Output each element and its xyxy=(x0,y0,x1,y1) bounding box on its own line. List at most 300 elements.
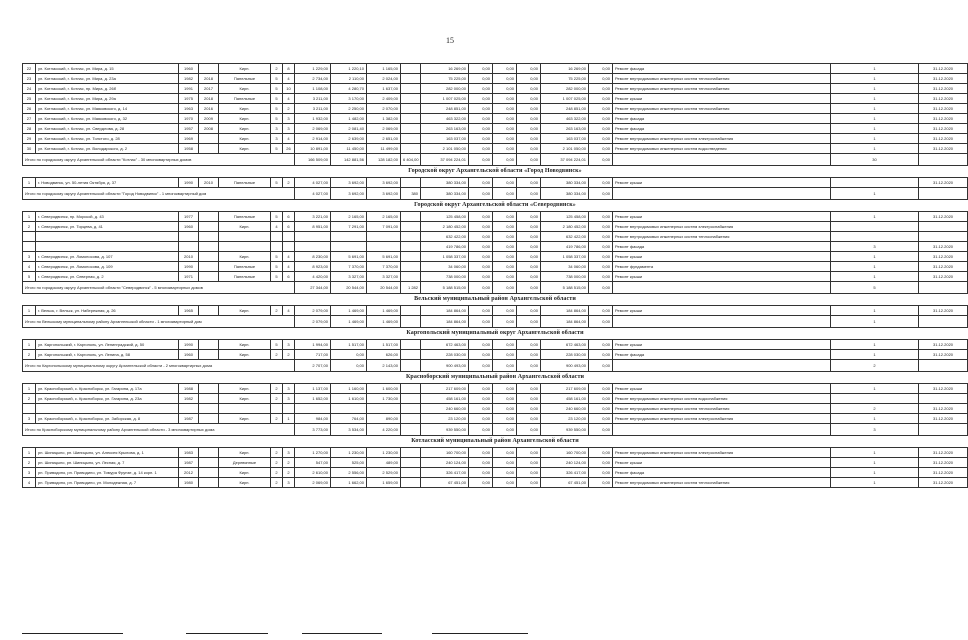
cell-a2 xyxy=(331,242,367,252)
cell-y2 xyxy=(199,340,219,350)
total-label: Итого по Вельскому муниципальному району Архангельской области - 1 многоквартирный дом xyxy=(23,316,295,328)
cell-n: 1 xyxy=(23,448,36,458)
cell-n: 5 xyxy=(23,272,36,282)
cell-p2: 0,00 xyxy=(493,212,517,222)
total-p3: 0,00 xyxy=(517,360,541,372)
cell-sum: 240 124,00 xyxy=(541,458,589,468)
cell-n: 23 xyxy=(23,74,36,84)
cell-a3: 2 024,00 xyxy=(367,74,401,84)
cell-a3: 7 370,00 xyxy=(367,262,401,272)
cell-y2 xyxy=(199,134,219,144)
cell-e: 4 xyxy=(283,94,295,104)
cell-p1: 0,00 xyxy=(469,104,493,114)
cell-cost: 160 700,00 xyxy=(421,448,469,458)
total-a3: 20 544,00 xyxy=(367,282,401,294)
cell-cost: 326 417,00 xyxy=(421,468,469,478)
cell-ext: 0,00 xyxy=(589,404,613,414)
cell-ext: 0,00 xyxy=(589,306,613,316)
cell-a1: 2 734,00 xyxy=(295,74,331,84)
cell-a3: 5 691,00 xyxy=(367,252,401,262)
cell-f xyxy=(271,242,283,252)
section-header-row xyxy=(23,372,968,384)
cell-date: 31.12.2020 xyxy=(919,448,968,458)
total-res xyxy=(401,316,421,328)
cell-n: 3 xyxy=(23,414,36,424)
cell-y2 xyxy=(199,478,219,488)
cell-a2: 7 291,00 xyxy=(331,222,367,232)
total-work xyxy=(613,282,831,294)
cell-a2: 1 230,00 xyxy=(331,448,367,458)
cell-a3: 3 327,00 xyxy=(367,272,401,282)
cell-cost: 23 120,00 xyxy=(421,414,469,424)
cell-p1: 0,00 xyxy=(469,340,493,350)
cell-a3: 1 637,00 xyxy=(367,84,401,94)
cell-cost: 419 786,00 xyxy=(421,242,469,252)
total-count: 2 xyxy=(831,360,919,372)
total-work xyxy=(613,424,831,436)
cell-date: 31.12.2020 xyxy=(919,458,968,468)
cell-p2: 0,00 xyxy=(493,124,517,134)
total-a3: 1 469,00 xyxy=(367,316,401,328)
total-label: Итого по Каргопольскому муниципальному округу Архангельской области - 2 многоквартирных дома xyxy=(23,360,295,372)
cell-wall: Кирп. xyxy=(219,384,271,394)
cell-addr: ул. Каргопольский, г. Каргополь, ул. Ленинградский, д. 50 xyxy=(36,340,179,350)
cell-a1: 1 270,00 xyxy=(295,448,331,458)
total-row xyxy=(23,424,968,436)
total-a1: 4 027,00 xyxy=(295,188,331,200)
cell-p1: 0,00 xyxy=(469,404,493,414)
total-cost: 5 188 515,00 xyxy=(421,282,469,294)
cell-f: 5 xyxy=(271,252,283,262)
cell-sum: 248 851,00 xyxy=(541,104,589,114)
cell-cnt: 1 xyxy=(831,272,919,282)
total-p1: 0,00 xyxy=(469,282,493,294)
cell-f: 3 xyxy=(271,124,283,134)
cell-y1: 1990 xyxy=(179,178,199,188)
cell-p2: 0,00 xyxy=(493,94,517,104)
total-cost: 939 550,00 xyxy=(421,424,469,436)
section-header-row xyxy=(23,294,968,306)
cell-addr: ул. Котласский, г. Котлас, ул. Свердлова, д. 28 xyxy=(36,124,179,134)
cell-a2: 2 639,00 xyxy=(331,134,367,144)
total-a1: 166 509,00 xyxy=(295,154,331,166)
cell-a1: 2 069,00 xyxy=(295,124,331,134)
cell-ext: 0,00 xyxy=(589,478,613,488)
cell-ext: 0,00 xyxy=(589,468,613,478)
total-p3: 0,00 xyxy=(517,316,541,328)
table-row xyxy=(23,306,968,316)
cell-a1: 717,00 xyxy=(295,350,331,360)
cell-p2: 0,00 xyxy=(493,384,517,394)
cell-p2: 0,00 xyxy=(493,252,517,262)
cell-work: Ремонт внутридомовых инженерных систем теплоснабжения xyxy=(613,84,831,94)
cell-e: 3 xyxy=(283,478,295,488)
cell-sum: 2 101 050,00 xyxy=(541,144,589,154)
cell-p2: 0,00 xyxy=(493,242,517,252)
cell-cnt: 1 xyxy=(831,212,919,222)
cell-y1: 1975 xyxy=(179,94,199,104)
cell-res xyxy=(401,232,421,242)
total-ext: 0,00 xyxy=(589,154,613,166)
cell-date: 31.12.2020 xyxy=(919,134,968,144)
cell-addr: ул. Красноборский, с. Красноборск, ул. Гагарина, д. 23а xyxy=(36,394,179,404)
cell-ext: 0,00 xyxy=(589,134,613,144)
total-sum: 939 550,00 xyxy=(541,424,589,436)
cell-p3: 0,00 xyxy=(517,468,541,478)
cell-addr: рп. Приводино, рп. Приводино, ул. Молодежная, д. 7 xyxy=(36,478,179,488)
cell-p1: 0,00 xyxy=(469,306,493,316)
cell-a2: 3 692,00 xyxy=(331,178,367,188)
cell-a2: 5 691,00 xyxy=(331,252,367,262)
cell-cost: 738 000,00 xyxy=(421,272,469,282)
cell-n: 4 xyxy=(23,478,36,488)
cell-wall: Панельные xyxy=(219,262,271,272)
cell-y1: 1987 xyxy=(179,458,199,468)
total-sum: 900 493,00 xyxy=(541,360,589,372)
cell-p1: 0,00 xyxy=(469,394,493,404)
cell-p1: 0,00 xyxy=(469,64,493,74)
cell-a2: 2 556,00 xyxy=(331,468,367,478)
cell-a2: 4 280,70 xyxy=(331,84,367,94)
cell-n: 24 xyxy=(23,84,36,94)
cell-cost: 217 609,00 xyxy=(421,384,469,394)
table-row xyxy=(23,242,968,252)
cell-cost: 2 101 050,00 xyxy=(421,144,469,154)
cell-f: 5 xyxy=(271,74,283,84)
cell-sum: 34 060,00 xyxy=(541,262,589,272)
cell-res xyxy=(401,114,421,124)
cell-addr: г. Северодвинск, ул. Ломоносова, д. 107 xyxy=(36,252,179,262)
cell-cost: 380 334,00 xyxy=(421,178,469,188)
cell-n xyxy=(23,232,36,242)
total-a3: 2 143,00 xyxy=(367,360,401,372)
cell-e: 2 xyxy=(283,458,295,468)
cell-addr: ул. Котласский, г. Котлас, ул. Мира, д. 23а xyxy=(36,74,179,84)
cell-n: 28 xyxy=(23,124,36,134)
total-count: 1 xyxy=(831,188,919,200)
cell-date: 31.12.2020 xyxy=(919,144,968,154)
cell-addr: ул. Котласский, г. Котлас, ул. Мира, д. 15 xyxy=(36,64,179,74)
cell-n: 27 xyxy=(23,114,36,124)
cell-p2: 0,00 xyxy=(493,458,517,468)
cell-n: 1 xyxy=(23,384,36,394)
cell-ext: 0,00 xyxy=(589,394,613,404)
total-p1: 0,00 xyxy=(469,188,493,200)
cell-addr: ул. Красноборский, с. Красноборск, ул. Гагарина, д. 17а xyxy=(36,384,179,394)
cell-y2 xyxy=(199,350,219,360)
cell-wall: Кирп. xyxy=(219,478,271,488)
cell-y1: 1977 xyxy=(179,212,199,222)
cell-work: Ремонт крыши xyxy=(613,340,831,350)
cell-cost: 282 000,00 xyxy=(421,84,469,94)
cell-cnt: 1 xyxy=(831,414,919,424)
cell-a1: 4 420,00 xyxy=(295,272,331,282)
cell-work: Ремонт внутридомовых инженерных систем электроснабжения xyxy=(613,222,831,232)
cell-sum: 160 700,00 xyxy=(541,448,589,458)
cell-a3: 890,00 xyxy=(367,414,401,424)
cell-date: 31.12.2020 xyxy=(919,340,968,350)
cell-p1: 0,00 xyxy=(469,384,493,394)
cell-sum: 217 609,00 xyxy=(541,384,589,394)
cell-a2: 1 220,10 xyxy=(331,64,367,74)
table-row xyxy=(23,94,968,104)
cell-y1: 1960 xyxy=(179,350,199,360)
cell-wall: Кирп. xyxy=(219,64,271,74)
cell-p1: 0,00 xyxy=(469,350,493,360)
cell-res xyxy=(401,350,421,360)
cell-y1: 1963 xyxy=(179,104,199,114)
cell-cnt: 1 xyxy=(831,448,919,458)
cell-cost: 240 124,00 xyxy=(421,458,469,468)
cell-e: 6 xyxy=(283,272,295,282)
total-date xyxy=(919,282,968,294)
table-row xyxy=(23,350,968,360)
cell-a2: 2 250,00 xyxy=(331,104,367,114)
cell-n: 30 xyxy=(23,144,36,154)
cell-work: Ремонт внутридомовых инженерных систем электроснабжения xyxy=(613,414,831,424)
cell-res xyxy=(401,458,421,468)
cell-a3: 2 651,00 xyxy=(367,134,401,144)
table-row xyxy=(23,222,968,232)
cell-p3: 0,00 xyxy=(517,134,541,144)
table-row xyxy=(23,84,968,94)
cell-y2 xyxy=(199,222,219,232)
cell-a3: 1 165,00 xyxy=(367,64,401,74)
total-p1: 0,00 xyxy=(469,360,493,372)
total-p2: 0,00 xyxy=(493,188,517,200)
cell-wall: Кирп. xyxy=(219,394,271,404)
table-body xyxy=(23,64,968,488)
cell-a2: 2 110,00 xyxy=(331,74,367,84)
cell-date xyxy=(919,222,968,232)
total-work xyxy=(613,154,831,166)
cell-cnt: 1 xyxy=(831,94,919,104)
total-p1: 0,00 xyxy=(469,316,493,328)
cell-a1: 8 923,00 xyxy=(295,262,331,272)
cell-cost: 263 163,00 xyxy=(421,124,469,134)
cell-p1: 0,00 xyxy=(469,262,493,272)
total-p1: 0,00 xyxy=(469,424,493,436)
cell-p1: 0,00 xyxy=(469,242,493,252)
cell-y2: 2018 xyxy=(199,74,219,84)
cell-wall: Панельные xyxy=(219,74,271,84)
cell-res xyxy=(401,134,421,144)
cell-ext: 0,00 xyxy=(589,94,613,104)
cell-res xyxy=(401,414,421,424)
cell-p2: 0,00 xyxy=(493,340,517,350)
cell-p3: 0,00 xyxy=(517,94,541,104)
total-ext: 0,00 xyxy=(589,424,613,436)
cell-res xyxy=(401,306,421,316)
section-title: Красноборский муниципальный район Архангельской области xyxy=(23,372,968,384)
total-p2: 0,00 xyxy=(493,360,517,372)
total-res xyxy=(401,424,421,436)
cell-a3: 11 499,00 xyxy=(367,144,401,154)
footer-rule xyxy=(186,633,268,634)
cell-y1: 1969 xyxy=(179,134,199,144)
cell-a3: 1 730,00 xyxy=(367,394,401,404)
cell-work: Ремонт фасада xyxy=(613,242,831,252)
cell-p2: 0,00 xyxy=(493,222,517,232)
cell-p1: 0,00 xyxy=(469,114,493,124)
total-ext: 0,00 xyxy=(589,188,613,200)
cell-a2 xyxy=(331,232,367,242)
cell-e: 26 xyxy=(283,144,295,154)
cell-date: 31.12.2020 xyxy=(919,252,968,262)
cell-e: 2 xyxy=(283,178,295,188)
cell-n: 3 xyxy=(23,468,36,478)
cell-n xyxy=(23,242,36,252)
total-work xyxy=(613,360,831,372)
cell-p3: 0,00 xyxy=(517,84,541,94)
cell-work: Ремонт внутридомовых инженерных систем водоснабжения xyxy=(613,394,831,404)
cell-wall: Кирп. xyxy=(219,448,271,458)
cell-p2: 0,00 xyxy=(493,394,517,404)
cell-n: 3 xyxy=(23,252,36,262)
table-row xyxy=(23,478,968,488)
cell-sum: 419 786,00 xyxy=(541,242,589,252)
cell-cnt: 1 xyxy=(831,468,919,478)
cell-y2: 2018 xyxy=(199,94,219,104)
cell-sum: 463 322,00 xyxy=(541,114,589,124)
cell-a2: 1 482,00 xyxy=(331,114,367,124)
cell-res xyxy=(401,242,421,252)
cell-cnt: 2 xyxy=(831,404,919,414)
cell-ext: 0,00 xyxy=(589,448,613,458)
cell-res xyxy=(401,252,421,262)
total-res: 6 404,00 xyxy=(401,154,421,166)
cell-cost: 458 161,00 xyxy=(421,394,469,404)
cell-p2: 0,00 xyxy=(493,134,517,144)
table-row xyxy=(23,394,968,404)
cell-p2: 0,00 xyxy=(493,306,517,316)
total-ext: 0,00 xyxy=(589,316,613,328)
cell-n: 1 xyxy=(23,178,36,188)
cell-y2 xyxy=(199,232,219,242)
cell-sum: 240 660,00 xyxy=(541,404,589,414)
cell-f: 2 xyxy=(271,414,283,424)
total-a3: 4 220,00 xyxy=(367,424,401,436)
cell-f: 5 xyxy=(271,178,283,188)
cell-ext: 0,00 xyxy=(589,144,613,154)
cell-addr: ул. Котласский, г. Котлас, ул. Толстого, д. 28 xyxy=(36,134,179,144)
section-header-row xyxy=(23,166,968,178)
cell-y1 xyxy=(179,404,199,414)
cell-y1: 1958 xyxy=(179,144,199,154)
cell-a1 xyxy=(295,242,331,252)
cell-f: 2 xyxy=(271,306,283,316)
cell-a2: 1 517,00 xyxy=(331,340,367,350)
cell-addr: г. Северодвинск, ул. Северная, д. 2 xyxy=(36,272,179,282)
table-row xyxy=(23,134,968,144)
total-date xyxy=(919,188,968,200)
cell-addr: ул. Котласский, г. Котлас, пр. Мира, д. 26б xyxy=(36,84,179,94)
cell-wall: Кирп. xyxy=(219,350,271,360)
cell-sum: 67 451,00 xyxy=(541,478,589,488)
cell-ext: 0,00 xyxy=(589,414,613,424)
cell-work: Ремонт внутридомовых инженерных систем теплоснабжения xyxy=(613,478,831,488)
cell-a2: 2 081,40 xyxy=(331,124,367,134)
cell-a3: 626,00 xyxy=(367,350,401,360)
cell-sum: 672 463,00 xyxy=(541,340,589,350)
cell-cost: 34 060,00 xyxy=(421,262,469,272)
cell-a2: 1 160,00 xyxy=(331,384,367,394)
section-header-row xyxy=(23,200,968,212)
total-sum: 37 094 224,01 xyxy=(541,154,589,166)
cell-a3: 1 230,00 xyxy=(367,448,401,458)
cell-ext: 0,00 xyxy=(589,114,613,124)
cell-p2: 0,00 xyxy=(493,64,517,74)
cell-a2: 7 370,00 xyxy=(331,262,367,272)
cell-wall xyxy=(219,232,271,242)
cell-y1: 1970 xyxy=(179,114,199,124)
cell-wall: Кирп. xyxy=(219,144,271,154)
cell-y1: 1987 xyxy=(179,414,199,424)
total-a1: 2 079,00 xyxy=(295,316,331,328)
cell-sum: 125 458,00 xyxy=(541,212,589,222)
cell-p3: 0,00 xyxy=(517,306,541,316)
cell-a3: 2 070,00 xyxy=(367,104,401,114)
cell-date: 31.12.2020 xyxy=(919,384,968,394)
cell-sum: 163 037,00 xyxy=(541,134,589,144)
cell-a1: 547,00 xyxy=(295,458,331,468)
cell-n: 2 xyxy=(23,222,36,232)
cell-p3: 0,00 xyxy=(517,384,541,394)
cell-res xyxy=(401,448,421,458)
cell-p3: 0,00 xyxy=(517,178,541,188)
cell-cost: 463 322,00 xyxy=(421,114,469,124)
cell-date: 31.12.2020 xyxy=(919,478,968,488)
cell-date: 31.12.2020 xyxy=(919,262,968,272)
cell-addr: г. Северодвинск, пр. Морской, д. 43 xyxy=(36,212,179,222)
cell-res xyxy=(401,262,421,272)
cell-p3: 0,00 xyxy=(517,64,541,74)
cell-f: 2 xyxy=(271,350,283,360)
cell-wall: Панельные xyxy=(219,94,271,104)
cell-n: 1 xyxy=(23,340,36,350)
cell-cost: 125 458,00 xyxy=(421,212,469,222)
cell-cnt xyxy=(831,178,919,188)
cell-work: Ремонт фасада xyxy=(613,114,831,124)
cell-y1 xyxy=(179,242,199,252)
total-count: 3 xyxy=(831,424,919,436)
cell-res xyxy=(401,384,421,394)
cell-a2 xyxy=(331,404,367,414)
total-a2: 20 544,00 xyxy=(331,282,367,294)
cell-cnt: 1 xyxy=(831,384,919,394)
total-a2: 142 881,56 xyxy=(331,154,367,166)
cell-n: 29 xyxy=(23,134,36,144)
cell-a3 xyxy=(367,232,401,242)
cell-p2: 0,00 xyxy=(493,478,517,488)
cell-y2 xyxy=(199,394,219,404)
cell-f xyxy=(271,404,283,414)
cell-a3: 2 165,00 xyxy=(367,212,401,222)
cell-p1: 0,00 xyxy=(469,252,493,262)
cell-work: Ремонт фасада xyxy=(613,124,831,134)
cell-cost: 1 007 025,00 xyxy=(421,94,469,104)
table-row xyxy=(23,404,968,414)
total-p3: 0,00 xyxy=(517,424,541,436)
cell-p2: 0,00 xyxy=(493,84,517,94)
cell-y1: 1982 xyxy=(179,394,199,404)
cell-a3 xyxy=(367,404,401,414)
cell-sum: 2 180 452,00 xyxy=(541,222,589,232)
cell-p2: 0,00 xyxy=(493,144,517,154)
total-ext: 0,00 xyxy=(589,282,613,294)
cell-n: 2 xyxy=(23,350,36,360)
section-title: Каргопольский муниципальный округ Архангельской области xyxy=(23,328,968,340)
